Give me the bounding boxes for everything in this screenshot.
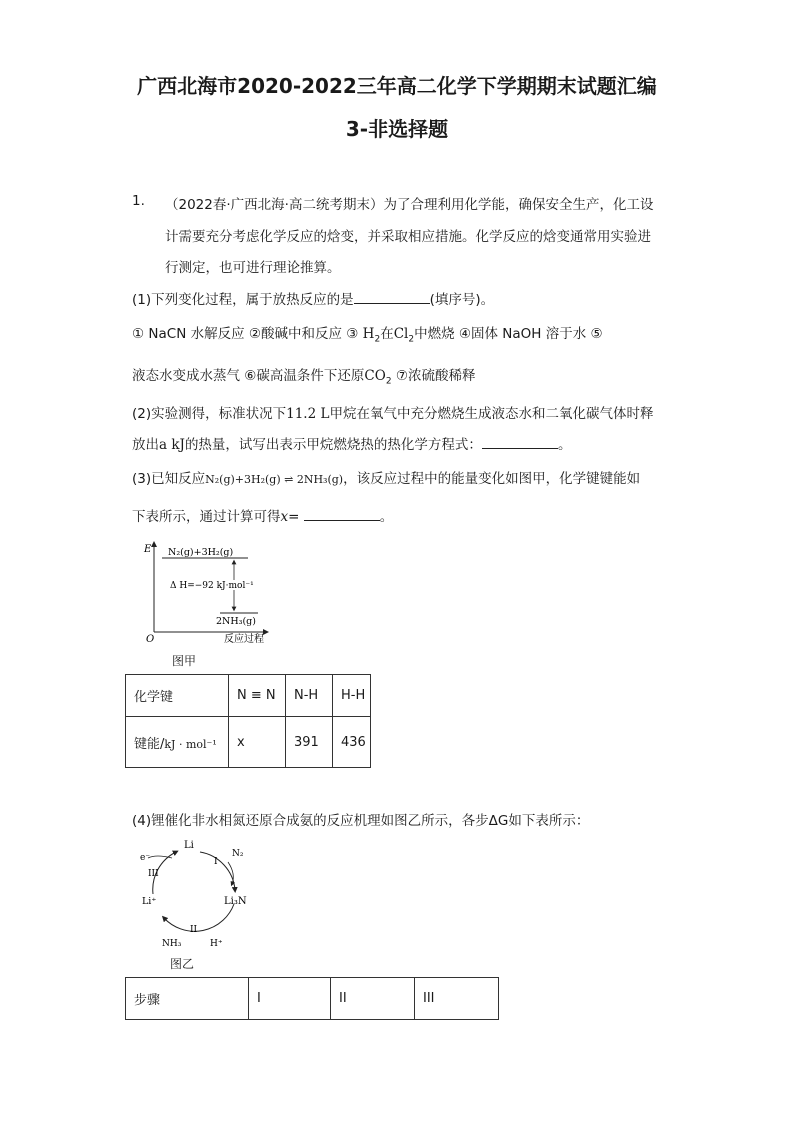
answer-blank-2[interactable] <box>482 436 558 449</box>
part1-text: (1)下列变化过程，属于放热反应的是 <box>132 292 354 308</box>
table-header-cell: II <box>331 978 415 1020</box>
figure-yi-caption: 图乙 <box>170 957 195 971</box>
options-text-c: 中燃烧 ④固体 NaOH 溶于水 ⑤ <box>414 326 603 342</box>
part2-line1 <box>132 402 653 422</box>
part3-text-c: 下表所示，通过计算可得 <box>132 509 281 525</box>
figure-jia-caption: 图甲 <box>172 654 197 668</box>
part2-end: 。 <box>557 437 572 453</box>
table-header-cell: N-H <box>286 675 333 717</box>
table-cell: 436 <box>333 717 371 768</box>
answer-blank-1[interactable] <box>354 291 430 304</box>
options2-text-b: ⑦浓硫酸稀释 <box>391 368 476 384</box>
heat-value: a kJ <box>159 437 185 453</box>
table-header-row <box>126 675 371 717</box>
table-header-cell: 化学键 <box>126 675 229 717</box>
nh3-label: NH₃ <box>162 939 182 949</box>
cycle-arc-step2 <box>164 904 234 931</box>
formula-cl: Cl <box>393 326 409 342</box>
part1-options-line1 <box>132 322 603 345</box>
part3-line1 <box>132 467 640 487</box>
formula-co: CO <box>364 368 386 384</box>
step1-label: I <box>214 857 218 867</box>
delta-h-label: Δ H=−92 kJ·mol⁻¹ <box>170 581 254 591</box>
y-axis-label: E <box>144 544 152 555</box>
table-header-cell: 步骤 <box>126 978 249 1020</box>
part3-text-a: (3)已知反应 <box>132 471 206 487</box>
bond-energy-table <box>125 674 371 768</box>
table-header-cell: I <box>249 978 331 1020</box>
table-header-row <box>126 978 499 1020</box>
table-header-cell: III <box>415 978 499 1020</box>
question-intro-line3: 行测定，也可进行理论推算。 <box>165 260 341 276</box>
question-number: 1. <box>132 193 145 209</box>
equals-sign: = <box>288 509 300 525</box>
part2-text-a: (2)实验测得，标准状况下 <box>132 406 287 422</box>
reactants-label: N₂(g)+3H₂(g) <box>168 547 234 558</box>
part2-text-d: 的热量，试写出表示甲烷燃烧热的热化学方程式： <box>184 437 482 453</box>
step-delta-g-table <box>125 977 499 1020</box>
document-subtitle: 3-非选择题 <box>345 117 449 141</box>
reaction-equation: N₂(g)+3H₂(g) ⇌ 2NH₃(g) <box>205 473 344 486</box>
subscript: 2 <box>385 376 392 387</box>
part4-prompt: (4)锂催化非水相氮还原合成氨的反应机理如图乙所示，各步ΔG如下表所示： <box>132 813 590 829</box>
question-intro-line2: 计需要充分考虑化学反应的焓变，并采取相应措施。化学反应的焓变通常用实验进 <box>165 229 651 245</box>
n2-input-arrow <box>228 862 233 884</box>
table-cell: x <box>229 717 286 768</box>
part2-text-c: 放出 <box>132 437 159 453</box>
step3-label: III <box>148 869 159 879</box>
volume-value: 11.2 L <box>286 406 330 422</box>
table-header-cell: N ≡ N <box>229 675 286 717</box>
part2-text-b: 甲烷在氧气中充分燃烧生成液态水和二氧化碳气体时释 <box>329 406 654 422</box>
origin-label: O <box>146 634 155 645</box>
variable-x: x <box>280 509 289 525</box>
part3-end: 。 <box>379 509 394 525</box>
part2-line2 <box>132 433 571 453</box>
options-text-a: ① NaCN 水解反应 ②酸碱中和反应 ③ <box>132 326 363 342</box>
options2-text-a: 液态水变成水蒸气 ⑥碳高温条件下还原 <box>132 368 365 384</box>
li-plus-label: Li⁺ <box>142 896 157 907</box>
electron-label: e⁻ <box>140 853 151 863</box>
table-row <box>126 717 371 768</box>
part1-suffix: (填序号)。 <box>429 292 495 308</box>
answer-blank-3[interactable] <box>304 508 380 521</box>
part1-options-line2 <box>132 364 475 387</box>
step2-label: II <box>190 925 198 935</box>
subscript: 2 <box>408 334 415 345</box>
products-label: 2NH₃(g) <box>216 616 256 627</box>
table-row-label <box>126 717 229 768</box>
x-axis-label: 反应过程 <box>224 634 264 645</box>
formula-h: H <box>362 326 375 342</box>
subscript: 2 <box>374 334 381 345</box>
energy-diagram <box>140 536 280 666</box>
n2-label: N₂ <box>232 849 244 859</box>
catalytic-cycle-diagram <box>136 834 266 954</box>
part1-prompt <box>132 288 494 308</box>
row-label-text: 键能/ <box>134 736 165 752</box>
options-text-b: 在 <box>380 326 394 342</box>
li-label: Li <box>184 840 194 851</box>
h-plus-label: H⁺ <box>210 939 223 949</box>
question-intro-line1: （2022春·广西北海·高二统考期末）为了合理利用化学能，确保安全生产，化工设 <box>165 197 654 213</box>
part3-text-b: ，该反应过程中的能量变化如图甲，化学键键能如 <box>343 471 641 487</box>
table-header-cell: H-H <box>333 675 371 717</box>
document-title: 广西北海市2020-2022三年高二化学下学期期末试题汇编 <box>137 74 657 98</box>
row-unit: kJ · mol⁻¹ <box>164 737 217 751</box>
part3-line2 <box>132 505 393 525</box>
li3n-label: Li₃N <box>224 896 247 907</box>
table-cell: 391 <box>286 717 333 768</box>
